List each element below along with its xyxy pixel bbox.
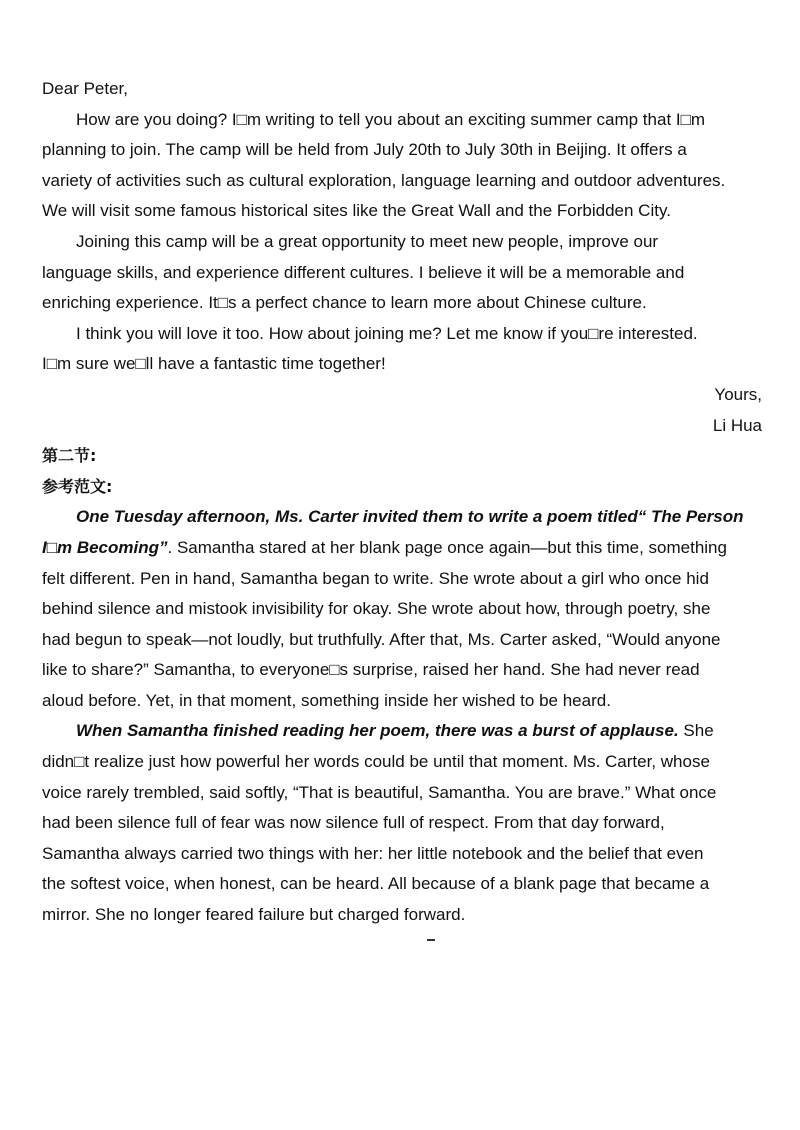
letter-p2-line: language skills, and experience different cultures. I believe it will be a memorable and — [42, 262, 685, 282]
letter-closing: Yours, — [714, 384, 762, 404]
essay-p1-line: behind silence and mistook invisibility for okay. She wrote about how, through poetry, she — [42, 599, 711, 619]
essay-p2-line: had been silence full of fear was now silence full of respect. From that day forward, — [42, 813, 665, 833]
essay-p1-line: like to share?” Samantha, to everyone□s surprise, raised her hand. She had never read — [42, 660, 700, 680]
document-page — [42, 74, 762, 931]
essay-p2-line: voice rarely trembled, said softly, “That is beautiful, Samantha. You are brave.” What once — [42, 782, 717, 802]
letter-p1-line: planning to join. The camp will be held from July 20th to July 30th in Beijing. It offers a — [42, 140, 687, 160]
letter-p1-line: We will visit some famous historical sites like the Great Wall and the Forbidden City. — [42, 201, 671, 221]
letter-p3-line: I think you will love it too. How about joining me? Let me know if you□re interested. — [76, 323, 698, 343]
letter-signature: Li Hua — [712, 415, 762, 435]
letter-p2-line: enriching experience. It□s a perfect chance to learn more about Chinese culture. — [42, 293, 647, 313]
essay-p2-line: the softest voice, when honest, can be heard. All because of a blank page that became a — [42, 874, 710, 894]
essay-p2-line: mirror. She no longer feared failure but charged forward. — [42, 905, 466, 925]
essay-p2-text: She — [678, 721, 714, 741]
essay-p2-emphasis: When Samantha finished reading her poem, there was a burst of applause. — [76, 721, 679, 741]
letter-salutation: Dear Peter, — [42, 79, 128, 98]
section-heading: 第二节: — [42, 446, 97, 466]
essay-p2-line — [42, 716, 762, 747]
letter-p2-line: Joining this camp will be a great opportunity to meet new people, improve our — [76, 231, 659, 251]
essay-p2-line: didn□t realize just how powerful her words could be until that moment. Ms. Carter, whose — [42, 752, 710, 772]
essay-p1-line: felt different. Pen in hand, Samantha began to write. She wrote about a girl who once hid — [42, 568, 709, 588]
essay-p1-line — [42, 533, 762, 564]
essay-p1-line — [42, 502, 762, 533]
essay-p1-emphasis: One Tuesday afternoon, Ms. Carter invited them to write a poem titled“ The Person — [76, 507, 744, 527]
letter-p3-line: I□m sure we□ll have a fantastic time together! — [42, 354, 386, 374]
essay-p1-line: had begun to speak—not loudly, but truthfully. After that, Ms. Carter asked, “Would anyone — [42, 629, 721, 649]
stray-dash-mark — [427, 939, 435, 941]
section-subheading: 参考范文: — [42, 476, 113, 496]
essay-p1-text: . Samantha stared at her blank page once again—but this time, something — [167, 537, 727, 557]
letter-p1-line: variety of activities such as cultural exploration, language learning and outdoor adventures. — [42, 170, 726, 190]
letter-p1-line: How are you doing? I□m writing to tell you about an exciting summer camp that I□m — [76, 109, 706, 129]
essay-p2-line: Samantha always carried two things with her: her little notebook and the belief that even — [42, 843, 704, 863]
essay-p1-emphasis: I□m Becoming” — [42, 537, 168, 557]
essay-p1-line: aloud before. Yet, in that moment, something inside her wished to be heard. — [42, 690, 611, 710]
